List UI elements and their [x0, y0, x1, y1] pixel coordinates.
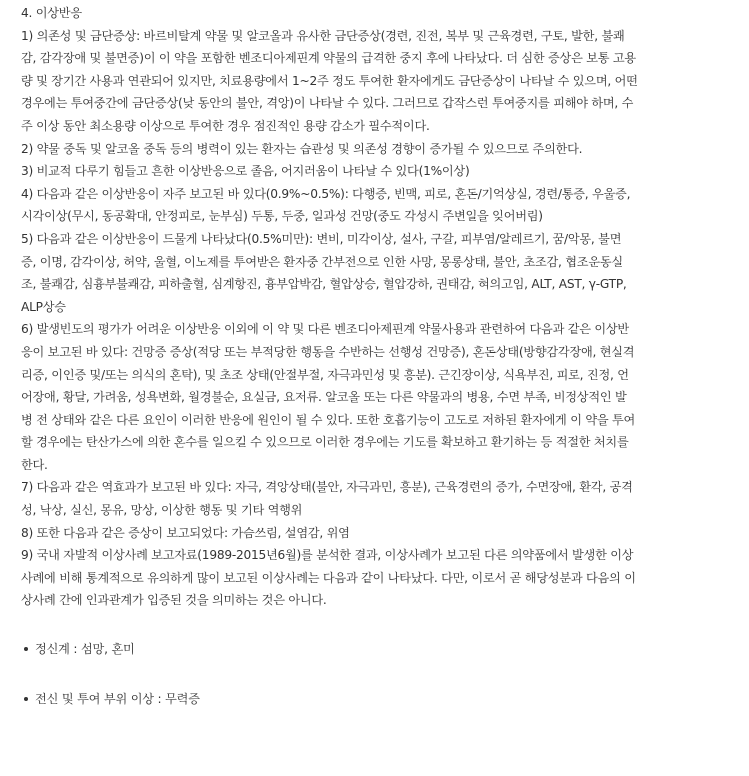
paragraph-6 [21, 318, 743, 476]
bullet-text: 전신 및 투여 부위 이상 : 무력증 [35, 692, 200, 707]
bullet-item [21, 638, 743, 660]
paragraph-line: 3) 비교적 다루기 힘들고 흔한 이상반응으로 졸음, 어지러움이 나타날 수 있다(1%이상) [21, 164, 470, 179]
paragraph-line: 감, 감각장애 및 불면증)이 이 약을 포함한 벤조디아제핀계 약물의 급격한 중지 후에 나타났다. 더 심한 증상은 보통 고용 [21, 51, 636, 66]
spacer [21, 612, 743, 638]
paragraph-line: 6) 발생빈도의 평가가 어려운 이상반응 이외에 이 약 및 다른 벤조디아제핀계 약물사용과 관련하여 다음과 같은 이상반 [21, 322, 629, 337]
paragraph-line: 경우에는 투여중간에 금단증상(낮 동안의 불안, 격앙)이 나타날 수 있다. 그러므로 갑작스런 투여중지를 피해야 하며, 수 [21, 96, 634, 111]
paragraph-line: 응이 보고된 바 있다: 건망증 증상(적당 또는 부적당한 행동을 수반하는 선행성 건망증), 혼돈상태(방향감각장애, 현실격 [21, 344, 635, 359]
paragraph-line: 조, 불쾌감, 심흉부불쾌감, 피하출혈, 심계항진, 흉부압박감, 혈압상승, 혈압강하, 권태감, 혀의고임, ALT, AST, γ-GTP, [21, 277, 627, 292]
paragraph-line: 한다. [21, 457, 48, 472]
paragraph-line: 9) 국내 자발적 이상사례 보고자료(1989-2015년6월)를 분석한 결과, 이상사례가 보고된 다른 의약품에서 발생한 이상 [21, 548, 634, 563]
paragraph-line: ALP상승 [21, 299, 66, 314]
paragraph-line: 8) 또한 다음과 같은 증상이 보고되었다: 가슴쓰림, 설염감, 위염 [21, 525, 350, 540]
paragraph-7 [21, 476, 743, 521]
paragraph-line: 1) 의존성 및 금단증상: 바르비탈계 약물 및 알코올과 유사한 금단증상(경련, 진전, 복부 및 근육경련, 구토, 발한, 불쾌 [21, 28, 625, 43]
bullet-dot-icon [24, 697, 28, 701]
paragraph-line: 상사례 간에 인과관계가 입증된 것을 의미하는 것은 아니다. [21, 593, 327, 608]
paragraph-line: 할 경우에는 탄산가스에 의한 혼수를 일으킬 수 있으므로 이러한 경우에는 기도를 확보하고 환기하는 등 적절한 처치를 [21, 435, 629, 450]
paragraph-line: 리증, 이인증 및/또는 의식의 혼탁), 및 초조 상태(안절부절, 자극과민성 및 흥분). 근긴장이상, 식욕부진, 피로, 진정, 언 [21, 367, 629, 382]
paragraph-2 [21, 138, 743, 161]
paragraph-line: 량 및 장기간 사용과 연관되어 있지만, 치료용량에서 1~2주 정도 투여한 환자에게도 금단증상이 나타날 수 있으며, 어떤 [21, 73, 638, 88]
bullet-item [21, 688, 743, 710]
paragraph-line: 사례에 비해 통계적으로 유의하게 많이 보고된 이상사례는 다음과 같이 나타났다. 다만, 이로서 곧 해당성분과 다음의 이 [21, 570, 636, 585]
paragraph-3 [21, 160, 743, 183]
paragraph-line: 5) 다음과 같은 이상반응이 드물게 나타났다(0.5%미만): 변비, 미각이상, 설사, 구갈, 피부염/알레르기, 꿈/악몽, 불면 [21, 231, 622, 246]
paragraph-line: 시각이상(무시, 동공확대, 안정피로, 눈부심) 두통, 두중, 일과성 건망(중도 각성시 주변일을 잊어버림) [21, 209, 543, 224]
paragraph-line: 성, 낙상, 실신, 몽유, 망상, 이상한 행동 및 기타 역행위 [21, 503, 303, 518]
bullet-dot-icon [24, 647, 28, 651]
bullet-text: 정신계 : 섬망, 혼미 [35, 642, 135, 657]
paragraph-line: 병 전 상태와 같은 다른 요인이 이러한 반응에 원인이 될 수 있다. 또한 호흡기능이 고도로 저하된 환자에게 이 약을 투여 [21, 412, 636, 427]
paragraph-line: 어장애, 황달, 가려움, 성욕변화, 월경불순, 요실금, 요저류. 알코올 또는 다른 약물과의 병용, 수면 부족, 비정상적인 발 [21, 390, 627, 405]
paragraph-line: 2) 약물 중독 및 알코올 중독 등의 병력이 있는 환자는 습관성 및 의존성 경향이 증가될 수 있으므로 주의한다. [21, 141, 583, 156]
spacer [21, 660, 743, 688]
paragraph-8 [21, 522, 743, 545]
paragraph-9 [21, 544, 743, 612]
paragraph-line: 4) 다음과 같은 이상반응이 자주 보고된 바 있다(0.9%~0.5%): 다행증, 빈맥, 피로, 혼돈/기억상실, 경련/통증, 우울증, [21, 186, 631, 201]
paragraph-line: 증, 이명, 감각이상, 허약, 울혈, 이노제를 투여받은 환자중 간부전으로 인한 사망, 몽롱상태, 불안, 초조감, 협조운동실 [21, 254, 623, 269]
paragraph-4 [21, 183, 743, 228]
paragraph-line: 주 이상 동안 최소용량 이상으로 투여한 경우 점진적인 용량 감소가 필수적이다. [21, 118, 430, 133]
paragraph-5 [21, 228, 743, 318]
section-title: 4. 이상반응 [21, 6, 82, 20]
paragraph-line: 7) 다음과 같은 역효과가 보고된 바 있다: 자극, 격앙상태(불안, 자극과민, 흥분), 근육경련의 증가, 수면장애, 환각, 공격 [21, 480, 633, 495]
paragraph-1 [21, 25, 743, 138]
